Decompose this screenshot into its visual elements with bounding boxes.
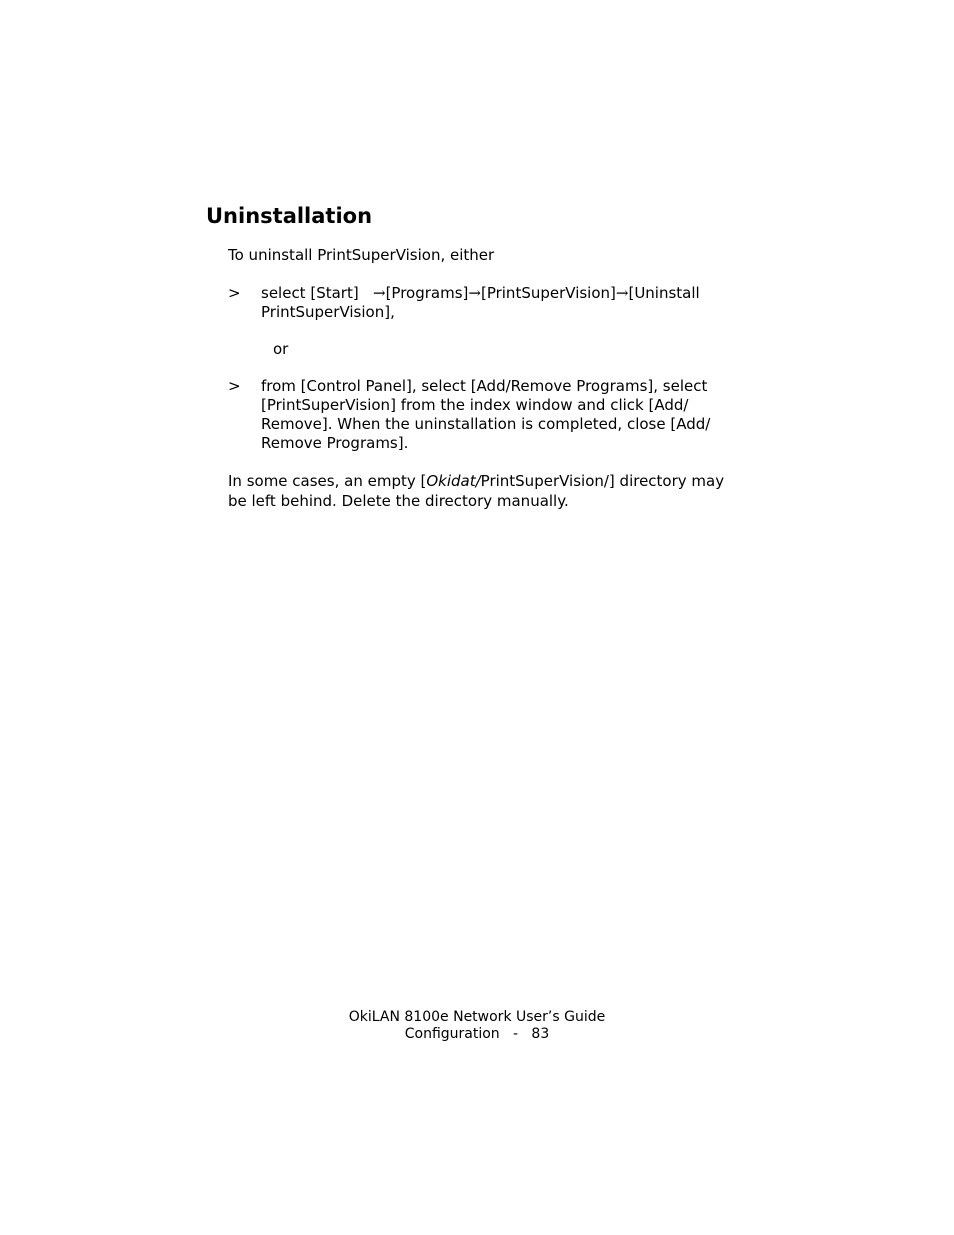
- note-prefix: In some cases, an empty [: [228, 472, 427, 490]
- note-italic-path: Okidat/: [426, 472, 481, 490]
- note-line2: be left behind. Delete the directory manually.: [228, 492, 569, 510]
- bullet-line: from [Control Panel], select [Add/Remove Programs], select: [261, 377, 708, 395]
- menu-programs: [Programs]: [385, 284, 469, 302]
- note-suffix: PrintSuperVision/] directory may: [480, 472, 725, 490]
- footer-guide-title: OkiLAN 8100e Network User’s Guide: [348, 1009, 606, 1025]
- menu-uninstall: [Uninstall: [628, 284, 700, 302]
- bullet-marker: >: [228, 284, 241, 302]
- bullet-line: Remove Programs].: [261, 434, 409, 452]
- note-text: [228, 471, 724, 511]
- footer-page-label: Configuration - 83: [404, 1026, 550, 1042]
- menu-printsupervision: [PrintSuperVision]: [480, 284, 616, 302]
- bullet-marker: >: [228, 377, 241, 395]
- or-separator: or: [273, 340, 289, 358]
- bullet-control-panel: [261, 377, 710, 453]
- bullet-line: PrintSuperVision],: [261, 303, 395, 321]
- bullet-start-menu-path: [261, 284, 700, 322]
- menu-start: select [Start]: [261, 284, 359, 302]
- arrow-icon: →: [615, 284, 629, 302]
- arrow-icon: →: [468, 284, 481, 302]
- arrow-icon: →: [373, 284, 386, 302]
- section-heading: Uninstallation: [206, 204, 373, 228]
- bullet-line: [261, 284, 700, 303]
- intro-text: To uninstall PrintSuperVision, either: [228, 246, 495, 264]
- bullet-line: Remove]. When the uninstallation is completed, close [Add/: [261, 415, 711, 433]
- bullet-line: [PrintSuperVision] from the index window and click [Add/: [261, 396, 689, 414]
